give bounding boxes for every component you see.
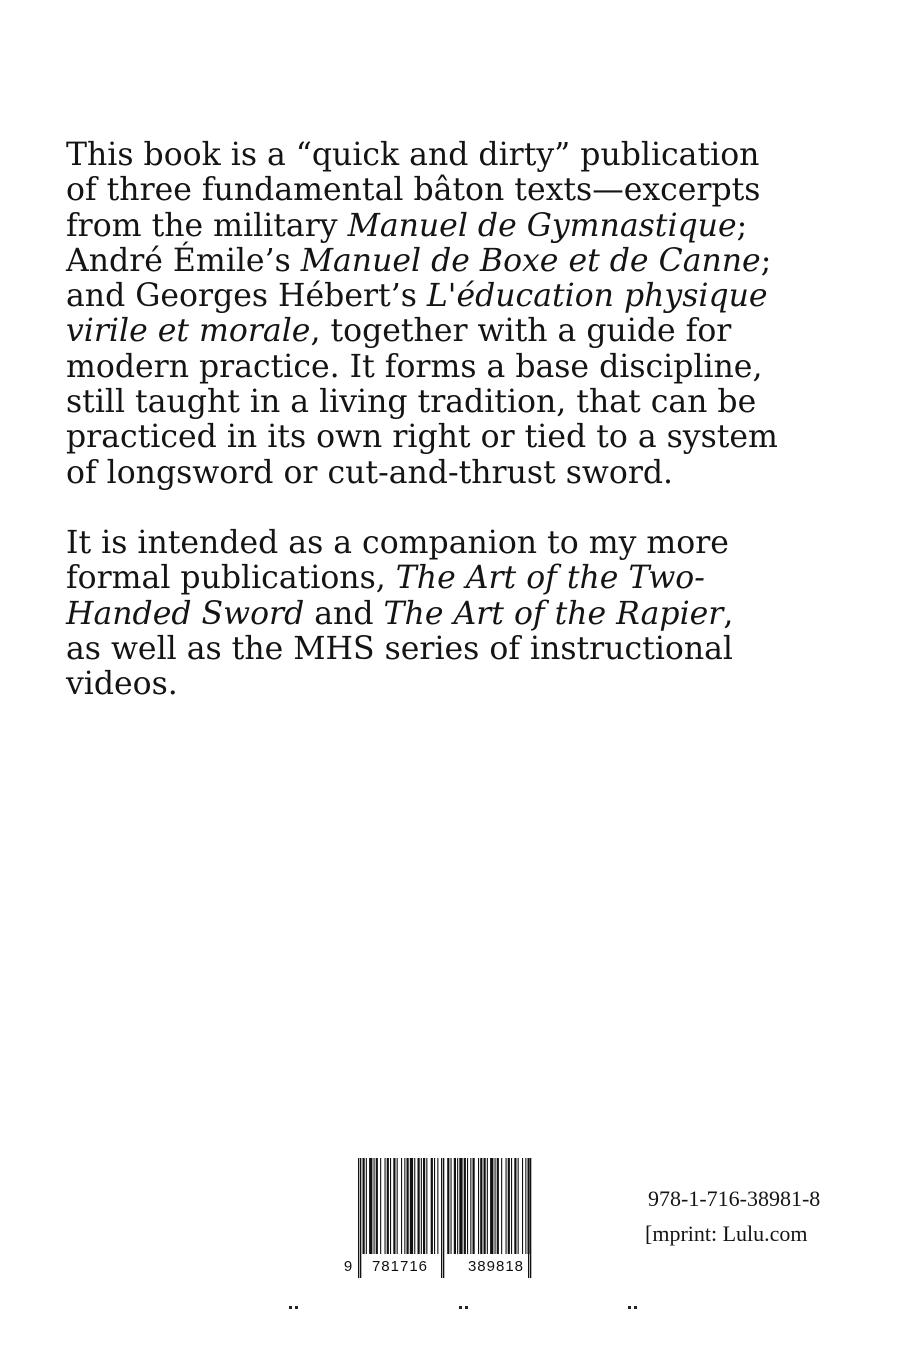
blurb-line [66, 526, 846, 561]
barcode-bar [358, 1158, 359, 1278]
barcode-bar [501, 1158, 502, 1254]
blurb-text: modern practice. It forms a base discipline, [66, 348, 763, 385]
barcode-digits-left: 781716 [371, 1258, 429, 1275]
blurb-line [66, 597, 846, 632]
barcode-bar [376, 1158, 378, 1254]
blurb-text: and Georges Hébert’s [66, 278, 427, 315]
barcode-bar [525, 1158, 526, 1254]
blurb-text: , [723, 595, 734, 632]
barcode-bar [393, 1158, 395, 1254]
barcode-bar [390, 1158, 391, 1254]
blurb-text: formal publications, [66, 560, 396, 597]
book-title-text: Manuel de Boxe et de Canne [300, 242, 761, 279]
blurb-line [66, 173, 846, 208]
blurb-line [66, 350, 846, 385]
barcode-bar [414, 1158, 415, 1254]
barcode-bar [484, 1158, 486, 1254]
barcode-bar [374, 1158, 375, 1254]
crop-mark-center [459, 1306, 471, 1310]
blurb-line [66, 209, 846, 244]
barcode-bar [480, 1158, 482, 1254]
barcode-bar [369, 1158, 372, 1254]
barcode-bar [426, 1158, 427, 1254]
barcode-bar [530, 1158, 531, 1278]
barcode-bar [508, 1158, 510, 1254]
imprint-line: [mprint: Lulu.com [645, 1221, 808, 1246]
book-title-text: The Art of the Rapier [383, 595, 724, 632]
blurb-text: videos. [66, 666, 178, 703]
barcode-bar [418, 1158, 420, 1254]
barcode-bar [464, 1158, 466, 1254]
blurb-text: as well as the MHS series of instructional [66, 630, 734, 667]
blurb-text: from the military [66, 207, 348, 244]
barcode-bar [478, 1158, 479, 1254]
barcode-bar [401, 1158, 402, 1254]
back-cover-blurb [66, 138, 846, 702]
barcode-bar [380, 1158, 381, 1254]
barcode-bar [404, 1158, 405, 1254]
barcode-bar [495, 1158, 496, 1254]
book-title-text: Manuel de Gymnastique [347, 207, 737, 244]
barcode-bar [459, 1158, 462, 1254]
barcode-bar [397, 1158, 398, 1254]
blurb-line [66, 420, 846, 455]
book-title-text: Handed Sword [66, 595, 305, 632]
barcode-bar [407, 1158, 409, 1254]
barcode-bar [514, 1158, 516, 1254]
book-title-text: virile et morale [66, 313, 311, 350]
blurb-line [66, 561, 846, 596]
crop-mark-right [628, 1306, 640, 1310]
blurb-line [66, 667, 846, 702]
blurb-line [66, 138, 846, 173]
book-title-text: The Art of the Two- [395, 560, 705, 597]
barcode-bar [410, 1158, 413, 1254]
barcode-bar [441, 1158, 442, 1278]
barcode-bar [366, 1158, 367, 1254]
blurb-text: ; [760, 242, 772, 279]
barcode-bar [518, 1158, 519, 1254]
barcode-bar [473, 1158, 475, 1254]
barcode-bar [447, 1158, 449, 1254]
blurb-text: still taught in a living tradition, that can be [66, 384, 757, 421]
barcode-bar [434, 1158, 435, 1254]
blurb-line [66, 456, 846, 491]
barcode-bar [497, 1158, 499, 1254]
blurb-line [66, 314, 846, 349]
isbn-barcode [340, 1158, 550, 1280]
barcode-bar [387, 1158, 389, 1254]
barcode-bar [437, 1158, 438, 1254]
blurb-text: of three fundamental bâton texts—excerpts [66, 172, 761, 209]
isbn-number: 978-1-716-38981-8 [648, 1186, 821, 1211]
blurb-line [66, 632, 846, 667]
barcode-bar [511, 1158, 512, 1254]
crop-mark-left [289, 1306, 301, 1310]
barcode-bar [423, 1158, 425, 1254]
blurb-line [66, 385, 846, 420]
blurb-text: and [304, 595, 384, 632]
barcode-bar [528, 1158, 530, 1254]
barcode-digit-lead: 9 [343, 1258, 353, 1275]
barcode-bar [470, 1158, 471, 1254]
barcode-bar [457, 1158, 458, 1254]
barcode-bar [451, 1158, 452, 1254]
blurb-text: practiced in its own right or tied to a system [66, 419, 778, 456]
blurb-text: of longsword or cut-and-thrust sword. [66, 454, 674, 491]
barcode-bar [443, 1158, 444, 1278]
blurb-line [66, 279, 846, 314]
blurb-text: This book is a “quick and dirty” publication [66, 137, 760, 173]
barcode-bar [490, 1158, 493, 1254]
barcode-bar [421, 1158, 422, 1254]
barcode-bar [431, 1158, 433, 1254]
blurb-text: André Émile’s [66, 242, 301, 279]
barcode-bar [385, 1158, 386, 1254]
barcode-bar [360, 1158, 361, 1278]
barcode-bar [506, 1158, 507, 1254]
barcode-bar [522, 1158, 523, 1254]
barcode-bar [454, 1158, 456, 1254]
blurb-text: It is intended as a companion to my more [66, 524, 729, 561]
barcode-digits-right: 389818 [467, 1258, 525, 1275]
barcode-bar [487, 1158, 488, 1254]
barcode-bar [363, 1158, 365, 1254]
book-title-text: L'éducation physique [426, 278, 768, 315]
blurb-line [66, 244, 846, 279]
blurb-paragraph [66, 526, 846, 702]
blurb-text: ; [736, 207, 748, 244]
blurb-text: , together with a guide for [310, 313, 732, 350]
blurb-paragraph [66, 138, 846, 491]
barcode-bar [467, 1158, 468, 1254]
